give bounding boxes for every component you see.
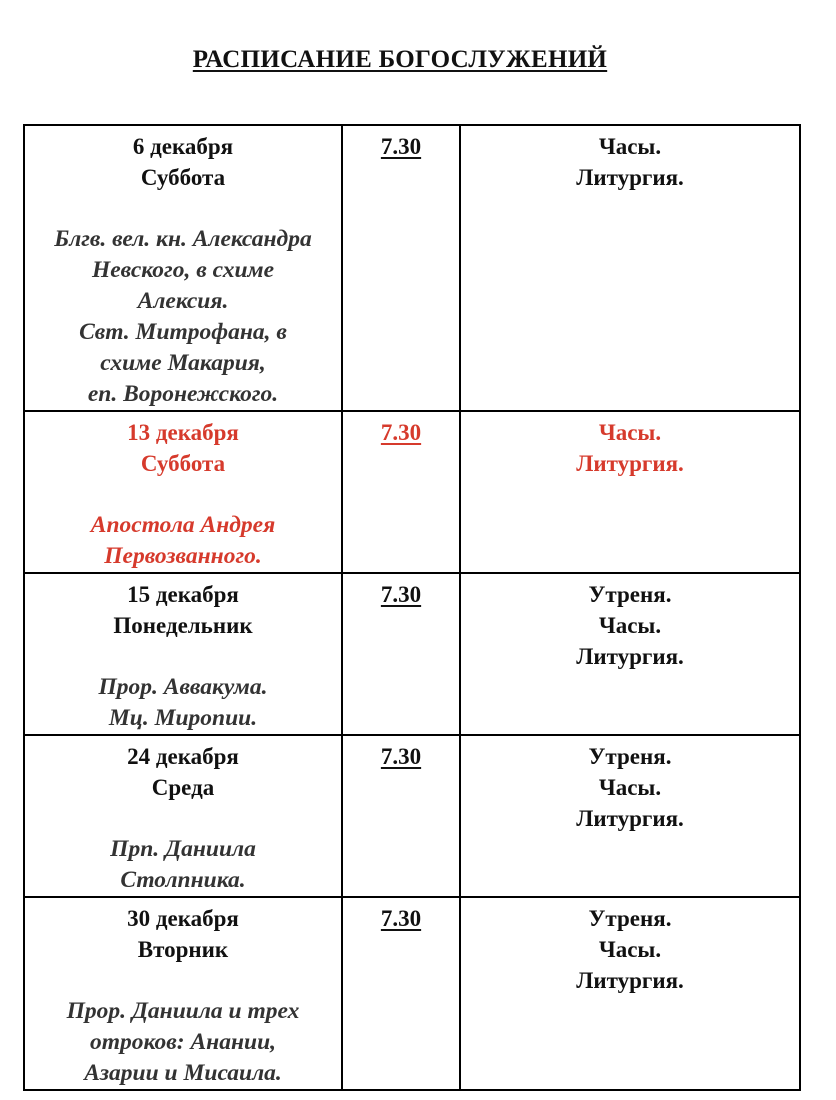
saint-line: Блгв. вел. кн. Александра — [54, 226, 312, 252]
time-cell — [342, 573, 460, 735]
saint-line: схиме Макария, — [100, 350, 266, 376]
services-cell — [460, 735, 800, 897]
date-cell — [24, 573, 342, 735]
page-title: РАСПИСАНИЕ БОГОСЛУЖЕНИЙ — [192, 46, 608, 73]
service-item: Утреня. — [588, 582, 672, 607]
service-item: Часы. — [598, 775, 662, 800]
service-date: 13 декабря — [127, 420, 239, 445]
saint-line: Свт. Митрофана, в — [79, 319, 287, 345]
weekday: Вторник — [137, 937, 229, 962]
services-cell — [460, 573, 800, 735]
weekday: Суббота — [140, 165, 226, 190]
services-cell — [460, 411, 800, 573]
service-item: Литургия. — [576, 165, 684, 190]
service-item: Часы. — [598, 937, 662, 962]
date-cell — [24, 411, 342, 573]
time-cell — [342, 125, 460, 411]
service-item: Литургия. — [576, 806, 684, 831]
saints-commemoration — [25, 672, 341, 734]
service-date: 6 декабря — [132, 134, 234, 159]
saint-line: Алексия. — [137, 288, 229, 314]
schedule-table — [23, 124, 801, 1091]
service-time: 7.30 — [380, 582, 422, 607]
service-item: Утреня. — [588, 744, 672, 769]
time-cell — [342, 735, 460, 897]
saints-commemoration — [25, 834, 341, 896]
service-item: Литургия. — [576, 644, 684, 669]
service-time: 7.30 — [380, 134, 422, 159]
saint-line: Столпника. — [120, 867, 246, 893]
saint-line: еп. Воронежского. — [87, 381, 279, 407]
service-item: Часы. — [598, 134, 662, 159]
service-date: 24 декабря — [127, 744, 239, 769]
saint-line: Мц. Миропии. — [108, 705, 258, 731]
service-item: Литургия. — [576, 451, 684, 476]
saint-line: Апостола Андрея — [90, 512, 276, 538]
saints-commemoration — [25, 996, 341, 1089]
date-cell — [24, 125, 342, 411]
weekday: Понедельник — [113, 613, 253, 638]
date-cell — [24, 735, 342, 897]
table-row-highlighted — [24, 411, 800, 573]
table-row — [24, 897, 800, 1090]
time-cell — [342, 897, 460, 1090]
service-time: 7.30 — [380, 906, 422, 931]
saint-line: отроков: Анании, — [89, 1029, 277, 1055]
date-cell — [24, 897, 342, 1090]
weekday: Среда — [151, 775, 215, 800]
saint-line: Прп. Даниила — [110, 836, 256, 862]
saint-line: Азарии и Мисаила. — [84, 1060, 282, 1086]
service-item: Часы. — [598, 613, 662, 638]
saint-line: Первозванного. — [104, 543, 262, 569]
table-row — [24, 735, 800, 897]
time-cell — [342, 411, 460, 573]
saint-line: Прор. Аввакума. — [98, 674, 268, 700]
table-row — [24, 573, 800, 735]
service-date: 30 декабря — [127, 906, 239, 931]
services-cell — [460, 125, 800, 411]
service-item: Утреня. — [588, 906, 672, 931]
saint-line: Невского, в схиме — [91, 257, 275, 283]
service-time: 7.30 — [380, 420, 422, 445]
service-date: 15 декабря — [127, 582, 239, 607]
service-item: Литургия. — [576, 968, 684, 993]
table-row — [24, 125, 800, 411]
saint-line: Прор. Даниила и трех — [66, 998, 300, 1024]
weekday: Суббота — [140, 451, 226, 476]
saints-commemoration — [25, 224, 341, 410]
service-time: 7.30 — [380, 744, 422, 769]
saints-commemoration — [25, 510, 341, 572]
service-item: Часы. — [598, 420, 662, 445]
services-cell — [460, 897, 800, 1090]
